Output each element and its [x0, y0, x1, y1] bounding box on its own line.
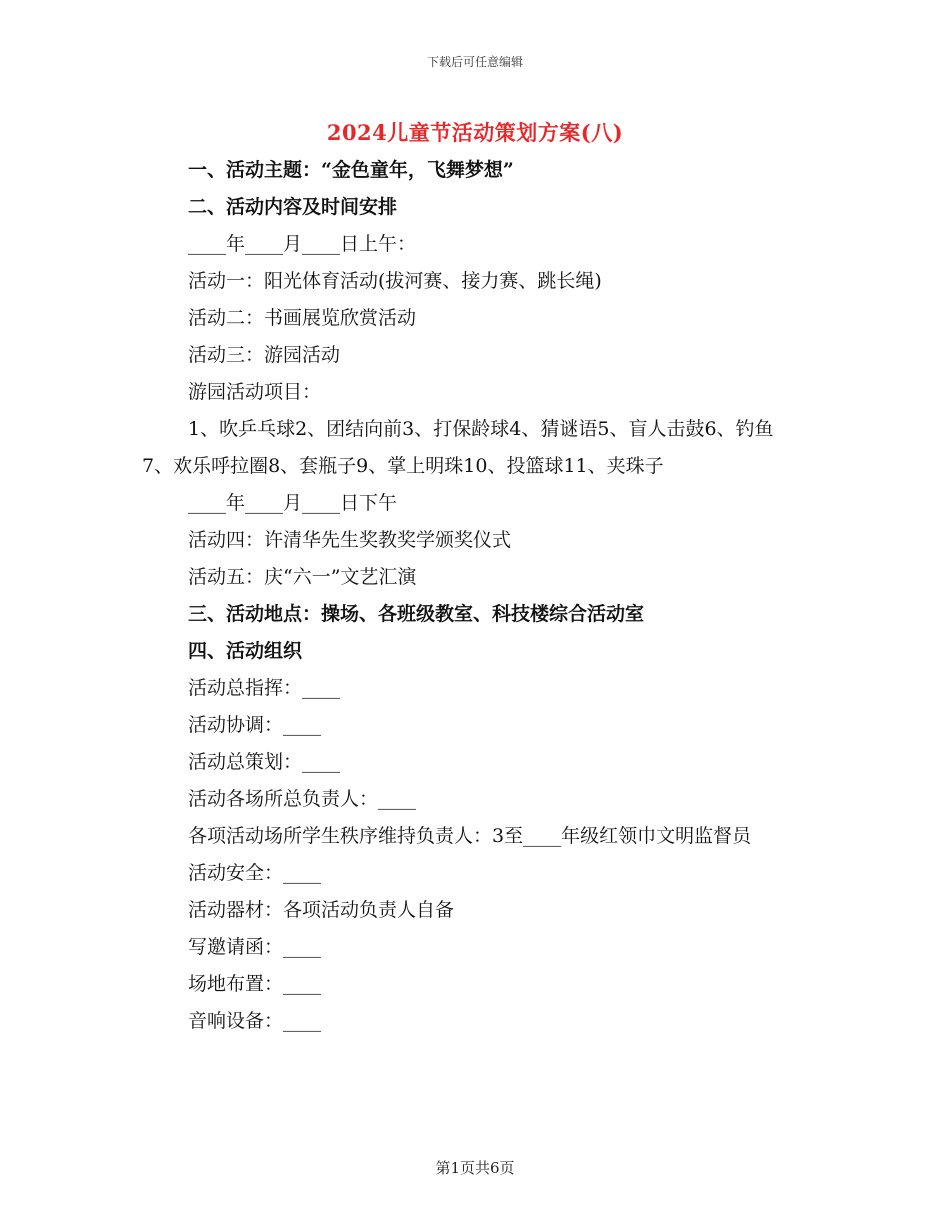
section-heading-location: 三、活动地点：操场、各班级教室、科技楼综合活动室 — [188, 603, 645, 625]
role-line: 场地布置：____ — [188, 973, 322, 995]
activity-line: 活动五：庆“六一”文艺汇演 — [188, 566, 417, 588]
date-line-morning: ____年____月____日上午： — [188, 233, 417, 255]
role-line: 各项活动场所学生秩序维持负责人：3至____年级红领巾文明监督员 — [188, 825, 752, 847]
activity-line: 活动三：游园活动 — [188, 344, 341, 366]
role-line: 写邀请函：____ — [188, 936, 322, 958]
role-line: 音响设备：____ — [188, 1010, 322, 1032]
role-line: 活动总策划：____ — [188, 751, 341, 773]
date-line-afternoon: ____年____月____日下午 — [188, 492, 398, 514]
role-line: 活动总指挥：____ — [188, 677, 341, 699]
role-line: 活动器材：各项活动负责人自备 — [188, 899, 455, 921]
activity-line: 活动二：书画展览欣赏活动 — [188, 307, 417, 329]
activity-line: 活动四：许清华先生奖教奖学颁奖仪式 — [188, 529, 512, 551]
document-body — [142, 152, 802, 1040]
role-line: 活动各场所总负责人：____ — [188, 788, 417, 810]
section-heading-organization: 四、活动组织 — [188, 640, 303, 662]
role-line: 活动协调：____ — [188, 714, 322, 736]
page-number-footer: 第1页共6页 — [435, 1159, 515, 1177]
document-title: 2024儿童节活动策划方案(八) — [326, 120, 624, 145]
page-header-note: 下载后可任意编辑 — [426, 55, 523, 69]
game-items-paragraph: 1、吹乒乓球2、团结向前3、打保龄球4、猜谜语5、盲人击鼓6、钓鱼7、欢乐呼拉圈8、套瓶子9、掌上明珠10、投篮球11、夹珠子 — [142, 418, 774, 477]
section-heading-content: 二、活动内容及时间安排 — [188, 196, 398, 218]
activity-line: 活动一：阳光体育活动(拔河赛、接力赛、跳长绳) — [188, 270, 602, 292]
role-line: 活动安全：____ — [188, 862, 322, 884]
section-heading-theme: 一、活动主题：“金色童年，飞舞梦想” — [188, 159, 514, 181]
activity-line: 游园活动项目： — [188, 381, 322, 403]
